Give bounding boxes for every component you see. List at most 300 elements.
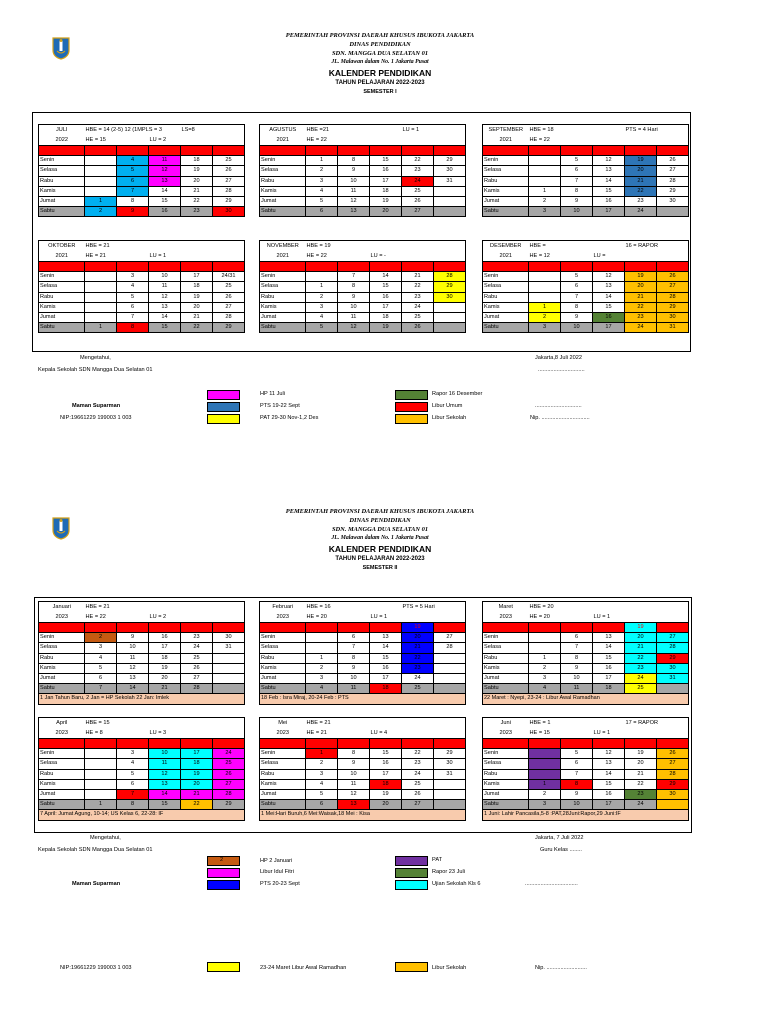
week-row [260, 673, 466, 683]
day-name: Senin [260, 272, 306, 282]
day-name: Sabtu [260, 684, 306, 694]
date-cell [657, 684, 689, 694]
date-cell: 9 [338, 663, 370, 673]
date-cell: 18 [625, 146, 657, 156]
date-cell: 9 [561, 663, 593, 673]
month-calendar-februari [259, 601, 466, 705]
date-cell [434, 186, 466, 196]
week-row [39, 282, 245, 292]
date-cell: 27 [657, 633, 689, 643]
acknowledged-label: Mengetahui, [90, 835, 121, 841]
day-name: Senin [39, 272, 85, 282]
date-cell: 14 [117, 684, 149, 694]
date-cell: 1 [85, 196, 117, 206]
date-cell: 29 [657, 653, 689, 663]
date-cell: 1 [85, 800, 117, 810]
day-name: Sabtu [39, 207, 85, 217]
month-holidays: LU = 1 [149, 251, 245, 262]
month-stat-2: LS=8 [181, 125, 245, 136]
month-holidays: LU = 3 [149, 728, 245, 739]
date-cell: 30 [213, 207, 245, 217]
week-row [39, 779, 245, 789]
month-note: 1 Mei:Hari Buruh,6 Mei:Waisak,18 Mei : Kisa [260, 810, 466, 820]
month-stat: HBE = 21 [306, 718, 370, 729]
week-row [483, 769, 689, 779]
date-cell: 21 [625, 292, 657, 302]
month-effective-days: HE = 21 [85, 252, 106, 259]
legend-label: Libur Sekolah [432, 415, 467, 421]
day-name: Sabtu [260, 800, 306, 810]
date-cell [434, 800, 466, 810]
day-name: Minggu [483, 739, 529, 749]
date-cell: 16 [593, 663, 625, 673]
week-row [260, 800, 466, 810]
legend-label: PTS 20-23 Sept [260, 881, 300, 887]
month-effective-days: HE = 20 [529, 613, 550, 620]
month-holidays: LU = 4 [370, 728, 466, 739]
date-cell: 21 [149, 684, 181, 694]
week-row [260, 769, 466, 779]
date-cell: 19 [402, 623, 434, 633]
date-cell: 18 [370, 186, 402, 196]
date-cell: 25 [625, 684, 657, 694]
week-row [483, 684, 689, 694]
date-cell: 9 [149, 739, 181, 749]
date-cell: 11 [338, 186, 370, 196]
date-cell: 9 [338, 759, 370, 769]
day-name: Sabtu [260, 207, 306, 217]
date-cell: 11 [593, 262, 625, 272]
date-cell: 20 [625, 759, 657, 769]
date-cell: 1 [306, 749, 338, 759]
date-cell: 11 [338, 779, 370, 789]
date-cell: 18 [370, 312, 402, 322]
date-cell: 12 [149, 166, 181, 176]
header-line1: PEMERINTAH PROVINSI DAERAH KHUSUS IBUKOTA JAKARTA [285, 32, 475, 39]
date-cell: 21 [402, 643, 434, 653]
teacher-title: Guru Kelas ........ [540, 847, 582, 853]
date-cell: 3 [117, 749, 149, 759]
week-row [260, 146, 466, 156]
date-cell: 3 [306, 176, 338, 186]
teacher-nip: Nip. .......................... [535, 965, 587, 971]
date-cell: 7 [117, 789, 149, 799]
day-name: Sabtu [39, 684, 85, 694]
week-row [39, 633, 245, 643]
date-cell: 8 [561, 779, 593, 789]
date-cell: 15 [593, 653, 625, 663]
month-year: 2021 [483, 135, 529, 146]
day-name: Jumat [39, 312, 85, 322]
date-cell: 12 [149, 769, 181, 779]
date-cell [434, 663, 466, 673]
date-cell: 10 [338, 302, 370, 312]
date-cell [529, 146, 561, 156]
header-line2: DINAS PENDIDIKAN [349, 517, 411, 524]
date-cell: 26 [657, 623, 689, 633]
legend-swatch [207, 414, 240, 424]
date-cell: 5 [338, 623, 370, 633]
week-row [39, 684, 245, 694]
week-row [260, 262, 466, 272]
week-row [39, 302, 245, 312]
date-cell: 2 [85, 207, 117, 217]
date-cell: 20 [625, 282, 657, 292]
date-cell: 13 [149, 176, 181, 186]
acknowledged-label: Mengetahui, [80, 355, 111, 361]
day-name: Senin [483, 272, 529, 282]
week-row [260, 759, 466, 769]
date-cell: 13 [593, 759, 625, 769]
date-cell: 22 [402, 156, 434, 166]
week-row [483, 146, 689, 156]
date-cell: 21 [181, 312, 213, 322]
day-name: Jumat [39, 673, 85, 683]
date-cell: 21 [625, 643, 657, 653]
month-name: SEPTEMBER [483, 125, 529, 136]
date-cell: 2 [529, 196, 561, 206]
month-effective-days: HE = 22 [85, 613, 106, 620]
date-cell: 30 [434, 166, 466, 176]
week-row [483, 663, 689, 673]
header-line4: JL. Malawan dalam No. 1 Jakarta Pusat [331, 59, 429, 65]
name-line: .............................. [535, 403, 582, 409]
date-cell [85, 176, 117, 186]
date-cell [213, 673, 245, 683]
date-cell: 19 [625, 749, 657, 759]
date-cell: 10 [561, 800, 593, 810]
month-effective-days: HE = 15 [529, 729, 550, 736]
month-stat-2 [402, 241, 466, 252]
week-row [39, 156, 245, 166]
month-year: 2023 [39, 728, 85, 739]
date-cell: 17 [593, 207, 625, 217]
date-cell: 23 [625, 312, 657, 322]
date-cell: 4 [117, 282, 149, 292]
date-cell: 1 [529, 186, 561, 196]
day-name: Senin [260, 633, 306, 643]
date-cell: 3 [529, 673, 561, 683]
date-cell: 22 [402, 749, 434, 759]
date-cell: 13 [149, 779, 181, 789]
day-name: Rabu [483, 292, 529, 302]
month-stat-2: 16 = RAPOR [625, 241, 689, 252]
week-row [260, 156, 466, 166]
date-cell: 7 [338, 272, 370, 282]
date-cell: 13 [593, 282, 625, 292]
week-row [483, 739, 689, 749]
month-year: 2023 [39, 612, 85, 623]
month-effective-days: HE = 22 [306, 136, 327, 143]
date-cell: 21 [402, 272, 434, 282]
date-cell: 10 [338, 673, 370, 683]
week-row [260, 684, 466, 694]
date-cell: 27 [181, 673, 213, 683]
date-cell: 15 [149, 196, 181, 206]
date-cell: 24 [213, 749, 245, 759]
day-name: Senin [39, 156, 85, 166]
date-cell: 4 [561, 146, 593, 156]
date-cell [434, 779, 466, 789]
date-cell [85, 779, 117, 789]
date-cell: 3 [306, 302, 338, 312]
month-calendar-november [259, 240, 466, 333]
date-cell: 3 [117, 272, 149, 282]
date-cell: 2 [529, 663, 561, 673]
date-cell: 17 [593, 800, 625, 810]
date-cell: 14 [593, 769, 625, 779]
date-cell: 6 [338, 633, 370, 643]
date-cell: 14 [370, 272, 402, 282]
legend-swatch [395, 962, 428, 972]
week-row [39, 643, 245, 653]
date-cell: 25 [402, 312, 434, 322]
header-line3: SDN. MANGGA DUA SELATAN 01 [331, 526, 429, 533]
date-cell: 31 [657, 673, 689, 683]
date-cell: 11 [149, 156, 181, 166]
month-stat: HBE = 20 [529, 602, 593, 613]
date-cell: 1 [306, 282, 338, 292]
date-cell: 14 [593, 643, 625, 653]
date-cell [529, 282, 561, 292]
date-cell: 3 [85, 643, 117, 653]
date-cell: 28 [213, 789, 245, 799]
week-row [260, 633, 466, 643]
day-name: Rabu [39, 769, 85, 779]
day-name: Kamis [260, 186, 306, 196]
day-name: Kamis [39, 186, 85, 196]
date-cell [529, 176, 561, 186]
date-cell: 1 [529, 653, 561, 663]
day-name: Selasa [39, 282, 85, 292]
date-cell: 24 [625, 800, 657, 810]
date-cell [85, 759, 117, 769]
legend-swatch [395, 414, 428, 424]
date-cell [85, 282, 117, 292]
date-cell: 17 [370, 769, 402, 779]
date-cell: 31 [657, 323, 689, 333]
date-cell: 1 [306, 156, 338, 166]
day-name: Sabtu [483, 684, 529, 694]
day-name: Senin [483, 156, 529, 166]
legend-swatch [395, 880, 428, 890]
week-row [260, 312, 466, 322]
date-cell: 23 [402, 663, 434, 673]
date-cell: 30 [657, 196, 689, 206]
date-cell: 23/30 [213, 262, 245, 272]
date-cell: 28 [213, 186, 245, 196]
date-cell: 16 [370, 292, 402, 302]
date-cell: 11 [593, 739, 625, 749]
date-cell: 20 [181, 779, 213, 789]
date-cell: 8 [338, 282, 370, 292]
date-cell: 31 [213, 643, 245, 653]
date-cell: 17 [181, 146, 213, 156]
date-cell: 6 [117, 302, 149, 312]
week-row [483, 272, 689, 282]
date-cell: 7 [561, 292, 593, 302]
legend-swatch [207, 868, 240, 878]
header-line1: PEMERINTAH PROVINSI DAERAH KHUSUS IBUKOTA JAKARTA [285, 508, 475, 515]
legend-swatch [395, 402, 428, 412]
date-cell: 16 [181, 739, 213, 749]
date-cell: 8 [338, 156, 370, 166]
date-cell: 14 [149, 186, 181, 196]
date-cell: 27 [434, 262, 466, 272]
date-cell [529, 633, 561, 643]
month-stat: HBE = 18 [529, 125, 593, 136]
week-row [39, 323, 245, 333]
month-year: 2021 [260, 135, 306, 146]
date-cell [529, 156, 561, 166]
date-cell [529, 759, 561, 769]
date-cell [85, 186, 117, 196]
day-name: Kamis [260, 663, 306, 673]
date-cell: 16 [370, 663, 402, 673]
date-cell: 3 [306, 673, 338, 683]
date-cell [657, 800, 689, 810]
date-cell [306, 739, 338, 749]
date-cell: 4 [306, 684, 338, 694]
legend-label: PAT [432, 857, 443, 863]
day-name: Kamis [260, 302, 306, 312]
date-cell [434, 323, 466, 333]
date-cell: 12 [593, 156, 625, 166]
week-row [260, 789, 466, 799]
month-calendar-maret [482, 601, 689, 705]
date-cell: 23 [402, 292, 434, 302]
date-cell: 10 [338, 769, 370, 779]
date-cell: 18 [181, 759, 213, 769]
date-cell: 25 [402, 186, 434, 196]
day-name: Jumat [39, 196, 85, 206]
week-row [483, 653, 689, 663]
date-cell: 19 [625, 272, 657, 282]
date-cell: 12 [149, 292, 181, 302]
date-cell: 5 [117, 166, 149, 176]
date-cell: 10 [149, 749, 181, 759]
date-cell: 17 [149, 643, 181, 653]
week-row [483, 156, 689, 166]
month-holidays: LU = 1 [593, 612, 689, 623]
date-cell [306, 262, 338, 272]
date-cell: 5 [85, 663, 117, 673]
month-stat: HBE = 19 [306, 241, 370, 252]
week-row [483, 302, 689, 312]
date-cell [85, 156, 117, 166]
date-cell: 27 [213, 302, 245, 312]
week-row [260, 653, 466, 663]
date-cell: 20 [181, 302, 213, 312]
date-cell: 26 [402, 323, 434, 333]
date-cell: 28 [657, 292, 689, 302]
date-cell: 6 [561, 759, 593, 769]
month-stat: HBE = 16 [306, 602, 370, 613]
legend-label: Ujian Sekolah Kls 6 [432, 881, 481, 887]
date-cell: 15 [370, 749, 402, 759]
month-holidays [593, 135, 689, 146]
date-cell: 13 [117, 673, 149, 683]
week-row [260, 749, 466, 759]
date-cell: 26 [213, 292, 245, 302]
date-cell: 13 [338, 800, 370, 810]
month-stat-2: PTS = 4 Hari [625, 125, 689, 136]
legend-label: 23-24 Maret Libur Awal Ramadhan [260, 965, 347, 971]
date-cell: 23 [402, 759, 434, 769]
day-name: Selasa [39, 166, 85, 176]
date-cell: 21 [402, 146, 434, 156]
day-name: Selasa [39, 759, 85, 769]
date-cell: 1 [85, 323, 117, 333]
legend-label: PAT 29-30 Nov-1,2 Des [260, 415, 319, 421]
date-cell: 21 [434, 739, 466, 749]
month-calendar-april [38, 717, 245, 821]
day-name: Kamis [483, 779, 529, 789]
date-cell: 15 [370, 653, 402, 663]
week-row [483, 207, 689, 217]
week-row [260, 176, 466, 186]
date-cell: 4 [306, 312, 338, 322]
date-cell: 25 [657, 262, 689, 272]
week-row [39, 207, 245, 217]
date-cell: 29 [434, 749, 466, 759]
date-cell: 28 [657, 176, 689, 186]
date-cell: 6 [561, 633, 593, 643]
date-cell: 19 [625, 623, 657, 633]
month-stat-2 [625, 602, 689, 613]
month-calendar-desember [482, 240, 689, 333]
date-cell [529, 769, 561, 779]
day-name: Rabu [39, 176, 85, 186]
month-name: Januari [39, 602, 85, 613]
month-name: Juni [483, 718, 529, 729]
date-cell: 13 [593, 633, 625, 643]
signing-place-date: Jakarta,8 Juli 2022 [535, 355, 582, 361]
date-cell: 9 [149, 262, 181, 272]
date-cell [434, 302, 466, 312]
month-name: Mei [260, 718, 306, 729]
week-row [39, 673, 245, 683]
month-year: 2023 [483, 728, 529, 739]
date-cell: 24 [402, 673, 434, 683]
date-cell: 11 [149, 759, 181, 769]
document-header [230, 31, 530, 97]
day-name: Sabtu [483, 323, 529, 333]
week-row [483, 323, 689, 333]
date-cell: 18 [370, 779, 402, 789]
day-name: Jumat [483, 196, 529, 206]
day-name: Senin [260, 749, 306, 759]
date-cell [306, 623, 338, 633]
date-cell: 7 [338, 146, 370, 156]
day-name: Rabu [260, 653, 306, 663]
week-row [39, 663, 245, 673]
month-effective-days: HE = 21 [306, 729, 327, 736]
day-name: Minggu [260, 262, 306, 272]
day-name: Jumat [483, 312, 529, 322]
date-cell: 3 [529, 207, 561, 217]
day-name: Rabu [483, 653, 529, 663]
date-cell: 18 [625, 262, 657, 272]
date-cell: 13 [149, 302, 181, 312]
day-name: Jumat [39, 789, 85, 799]
week-row [39, 166, 245, 176]
date-cell: 18 [625, 739, 657, 749]
date-cell: 13 [338, 207, 370, 217]
month-stat-2 [181, 718, 245, 729]
date-cell: 17 [181, 272, 213, 282]
month-year: 2021 [483, 251, 529, 262]
